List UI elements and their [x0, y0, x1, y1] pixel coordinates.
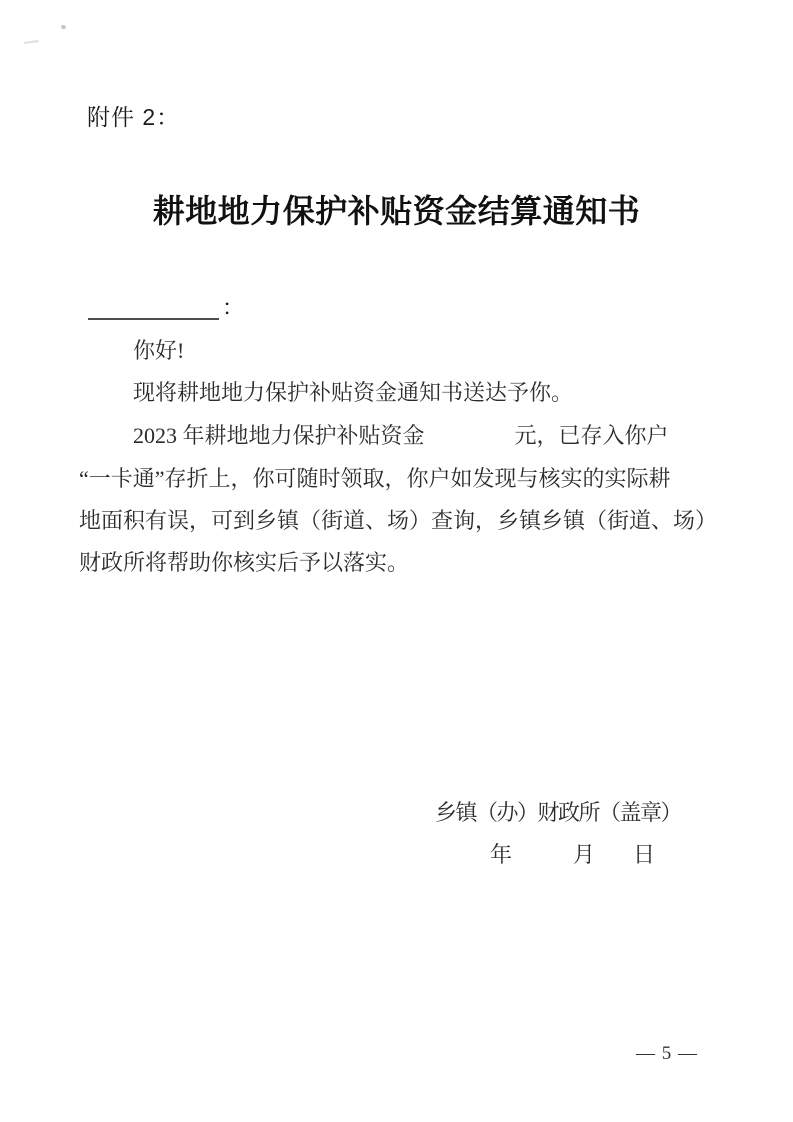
date-day-label: 日 — [633, 842, 656, 867]
amount-line-prefix: 2023 年耕地地力保护补贴资金 — [133, 423, 425, 448]
page-number: — 5 — — [636, 1043, 698, 1064]
notice-delivery-line: 现将耕地地力保护补贴资金通知书送达予你。 — [133, 380, 574, 405]
greeting-line: 你好! — [133, 338, 185, 363]
recipient-name-blank-field — [88, 299, 219, 320]
date-month-label: 月 — [573, 842, 596, 867]
amount-blank-field — [425, 442, 515, 443]
subsidy-amount-line — [133, 423, 669, 449]
scan-artifact-speck — [60, 24, 66, 29]
body-text-line: “一卡通”存折上，你可随时领取，你户如发现与核实的实际耕 — [79, 466, 671, 491]
recipient-colon: ： — [222, 295, 245, 320]
scan-artifact-speck — [24, 40, 39, 44]
document-title: 耕地地力保护补贴资金结算通知书 — [152, 193, 641, 229]
date-year-label: 年 — [490, 842, 513, 867]
body-text-line: 地面积有误，可到乡镇（街道、场）查询，乡镇乡镇（街道、场） — [79, 508, 718, 533]
signature-office-line: 乡镇（办）财政所（盖章） — [435, 800, 682, 825]
amount-line-suffix: 元，已存入你户 — [514, 423, 669, 448]
attachment-label: 附件 2： — [87, 104, 181, 130]
body-text-line: 财政所将帮助你核实后予以落实。 — [79, 550, 410, 575]
